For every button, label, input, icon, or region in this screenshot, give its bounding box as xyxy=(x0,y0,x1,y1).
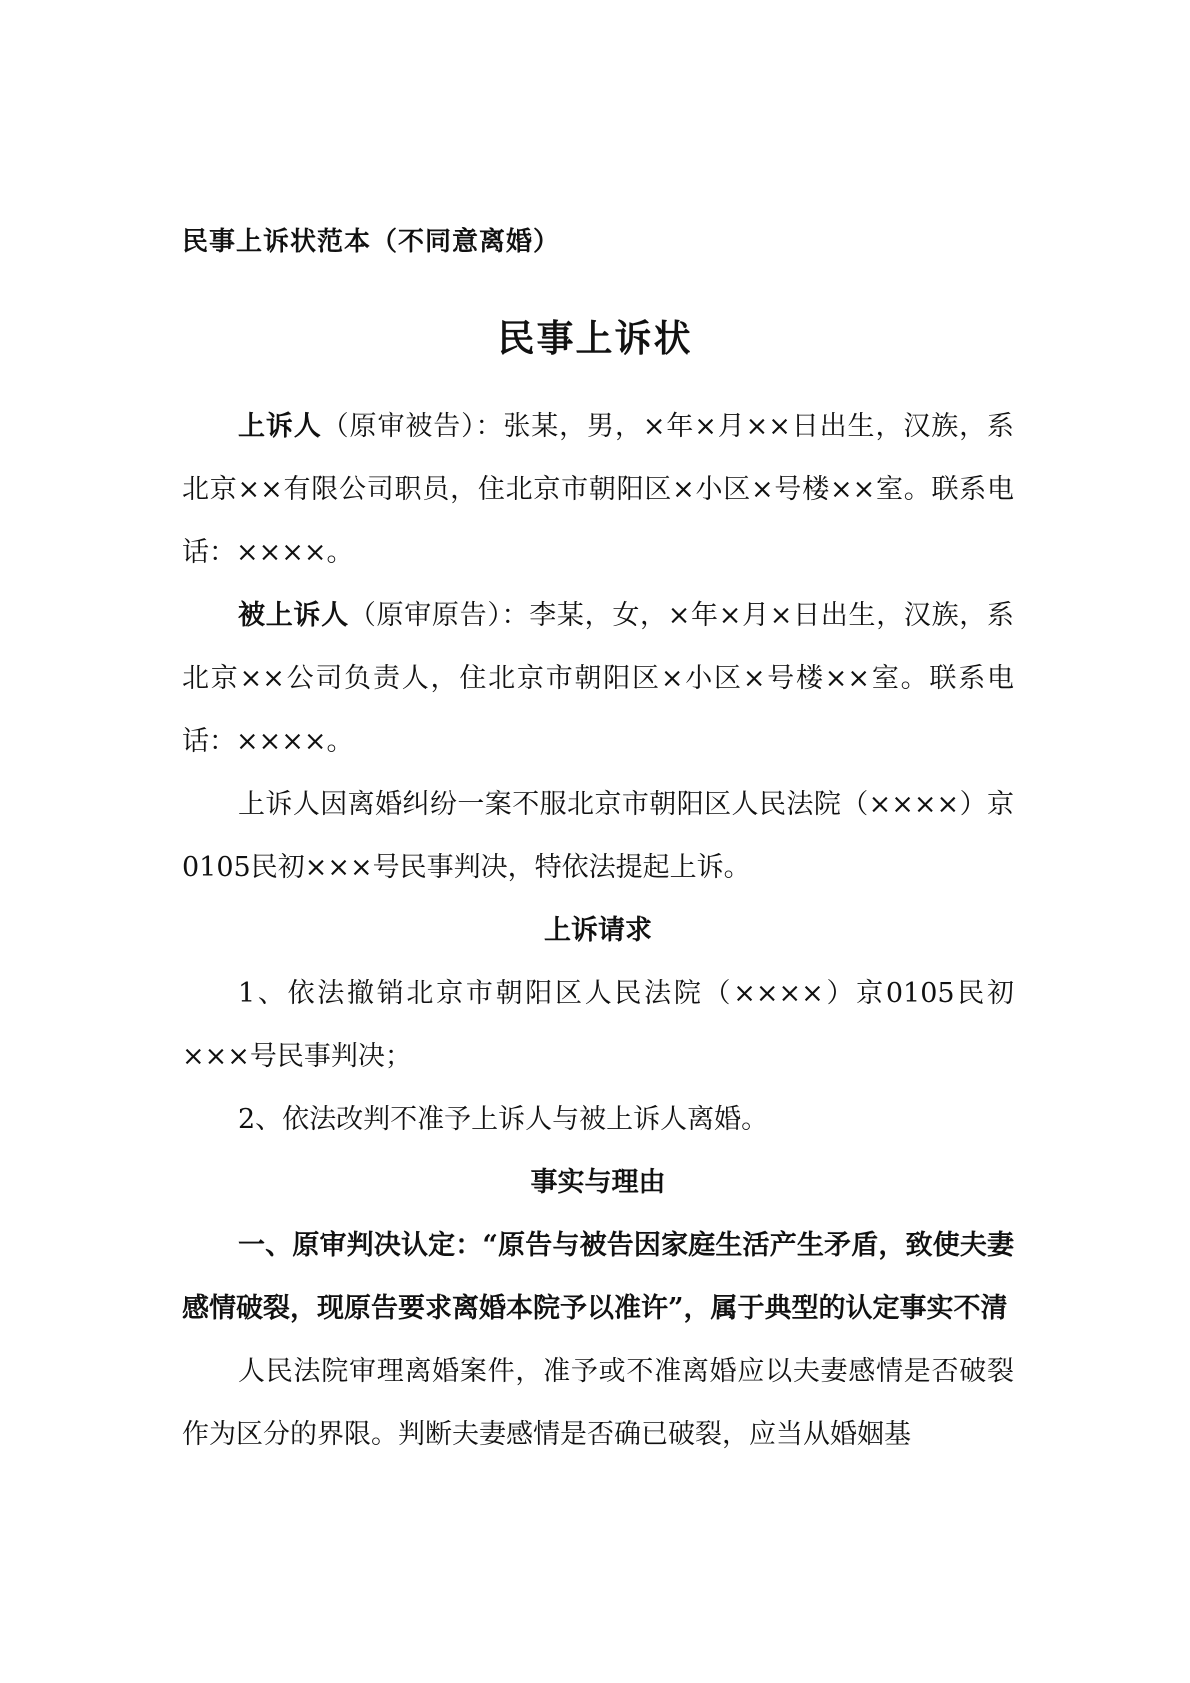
document-body xyxy=(182,395,1014,1466)
appellant-details: （原审被告）：张某，男，×年×月××日出生，汉族，系北京××有限公司职员，住北京市朝阳区×小区×号楼××室。联系电话：××××。 xyxy=(182,411,1014,568)
appellee-paragraph xyxy=(182,584,1014,773)
body-paragraph: 人民法院审理离婚案件，准予或不准离婚应以夫妻感情是否破裂作为区分的界限。判断夫妻感情是否确已破裂，应当从婚姻基 xyxy=(182,1356,1014,1450)
request-item: 1、依法撤销北京市朝阳区人民法院（××××）京0105民初×××号民事判决； xyxy=(182,978,1014,1072)
request-item: 2、依法改判不准予上诉人与被上诉人离婚。 xyxy=(238,1104,769,1135)
document-label: 民事上诉状范本（不同意离婚） xyxy=(182,227,561,257)
requests-heading: 上诉请求 xyxy=(544,915,652,946)
appellee-role: 被上诉人 xyxy=(238,600,349,631)
appellant-paragraph xyxy=(182,395,1014,584)
appellant-role: 上诉人 xyxy=(238,411,322,442)
appellee-details: （原审原告）：李某，女，×年×月×日出生，汉族，系北京××公司负责人，住北京市朝阳区×小区×号楼××室。联系电话：××××。 xyxy=(182,600,1015,757)
document-title: 民事上诉状 xyxy=(497,316,693,360)
point-one-heading: 一、原审判决认定：“原告与被告因家庭生活产生矛盾，致使夫妻感情破裂，现原告要求离婚本院予以准许”，属于典型的认定事实不清 xyxy=(182,1230,1014,1324)
intro-paragraph: 上诉人因离婚纠纷一案不服北京市朝阳区人民法院（××××）京0105民初×××号民事判决，特依法提起上诉。 xyxy=(182,789,1014,883)
facts-heading: 事实与理由 xyxy=(530,1167,666,1198)
